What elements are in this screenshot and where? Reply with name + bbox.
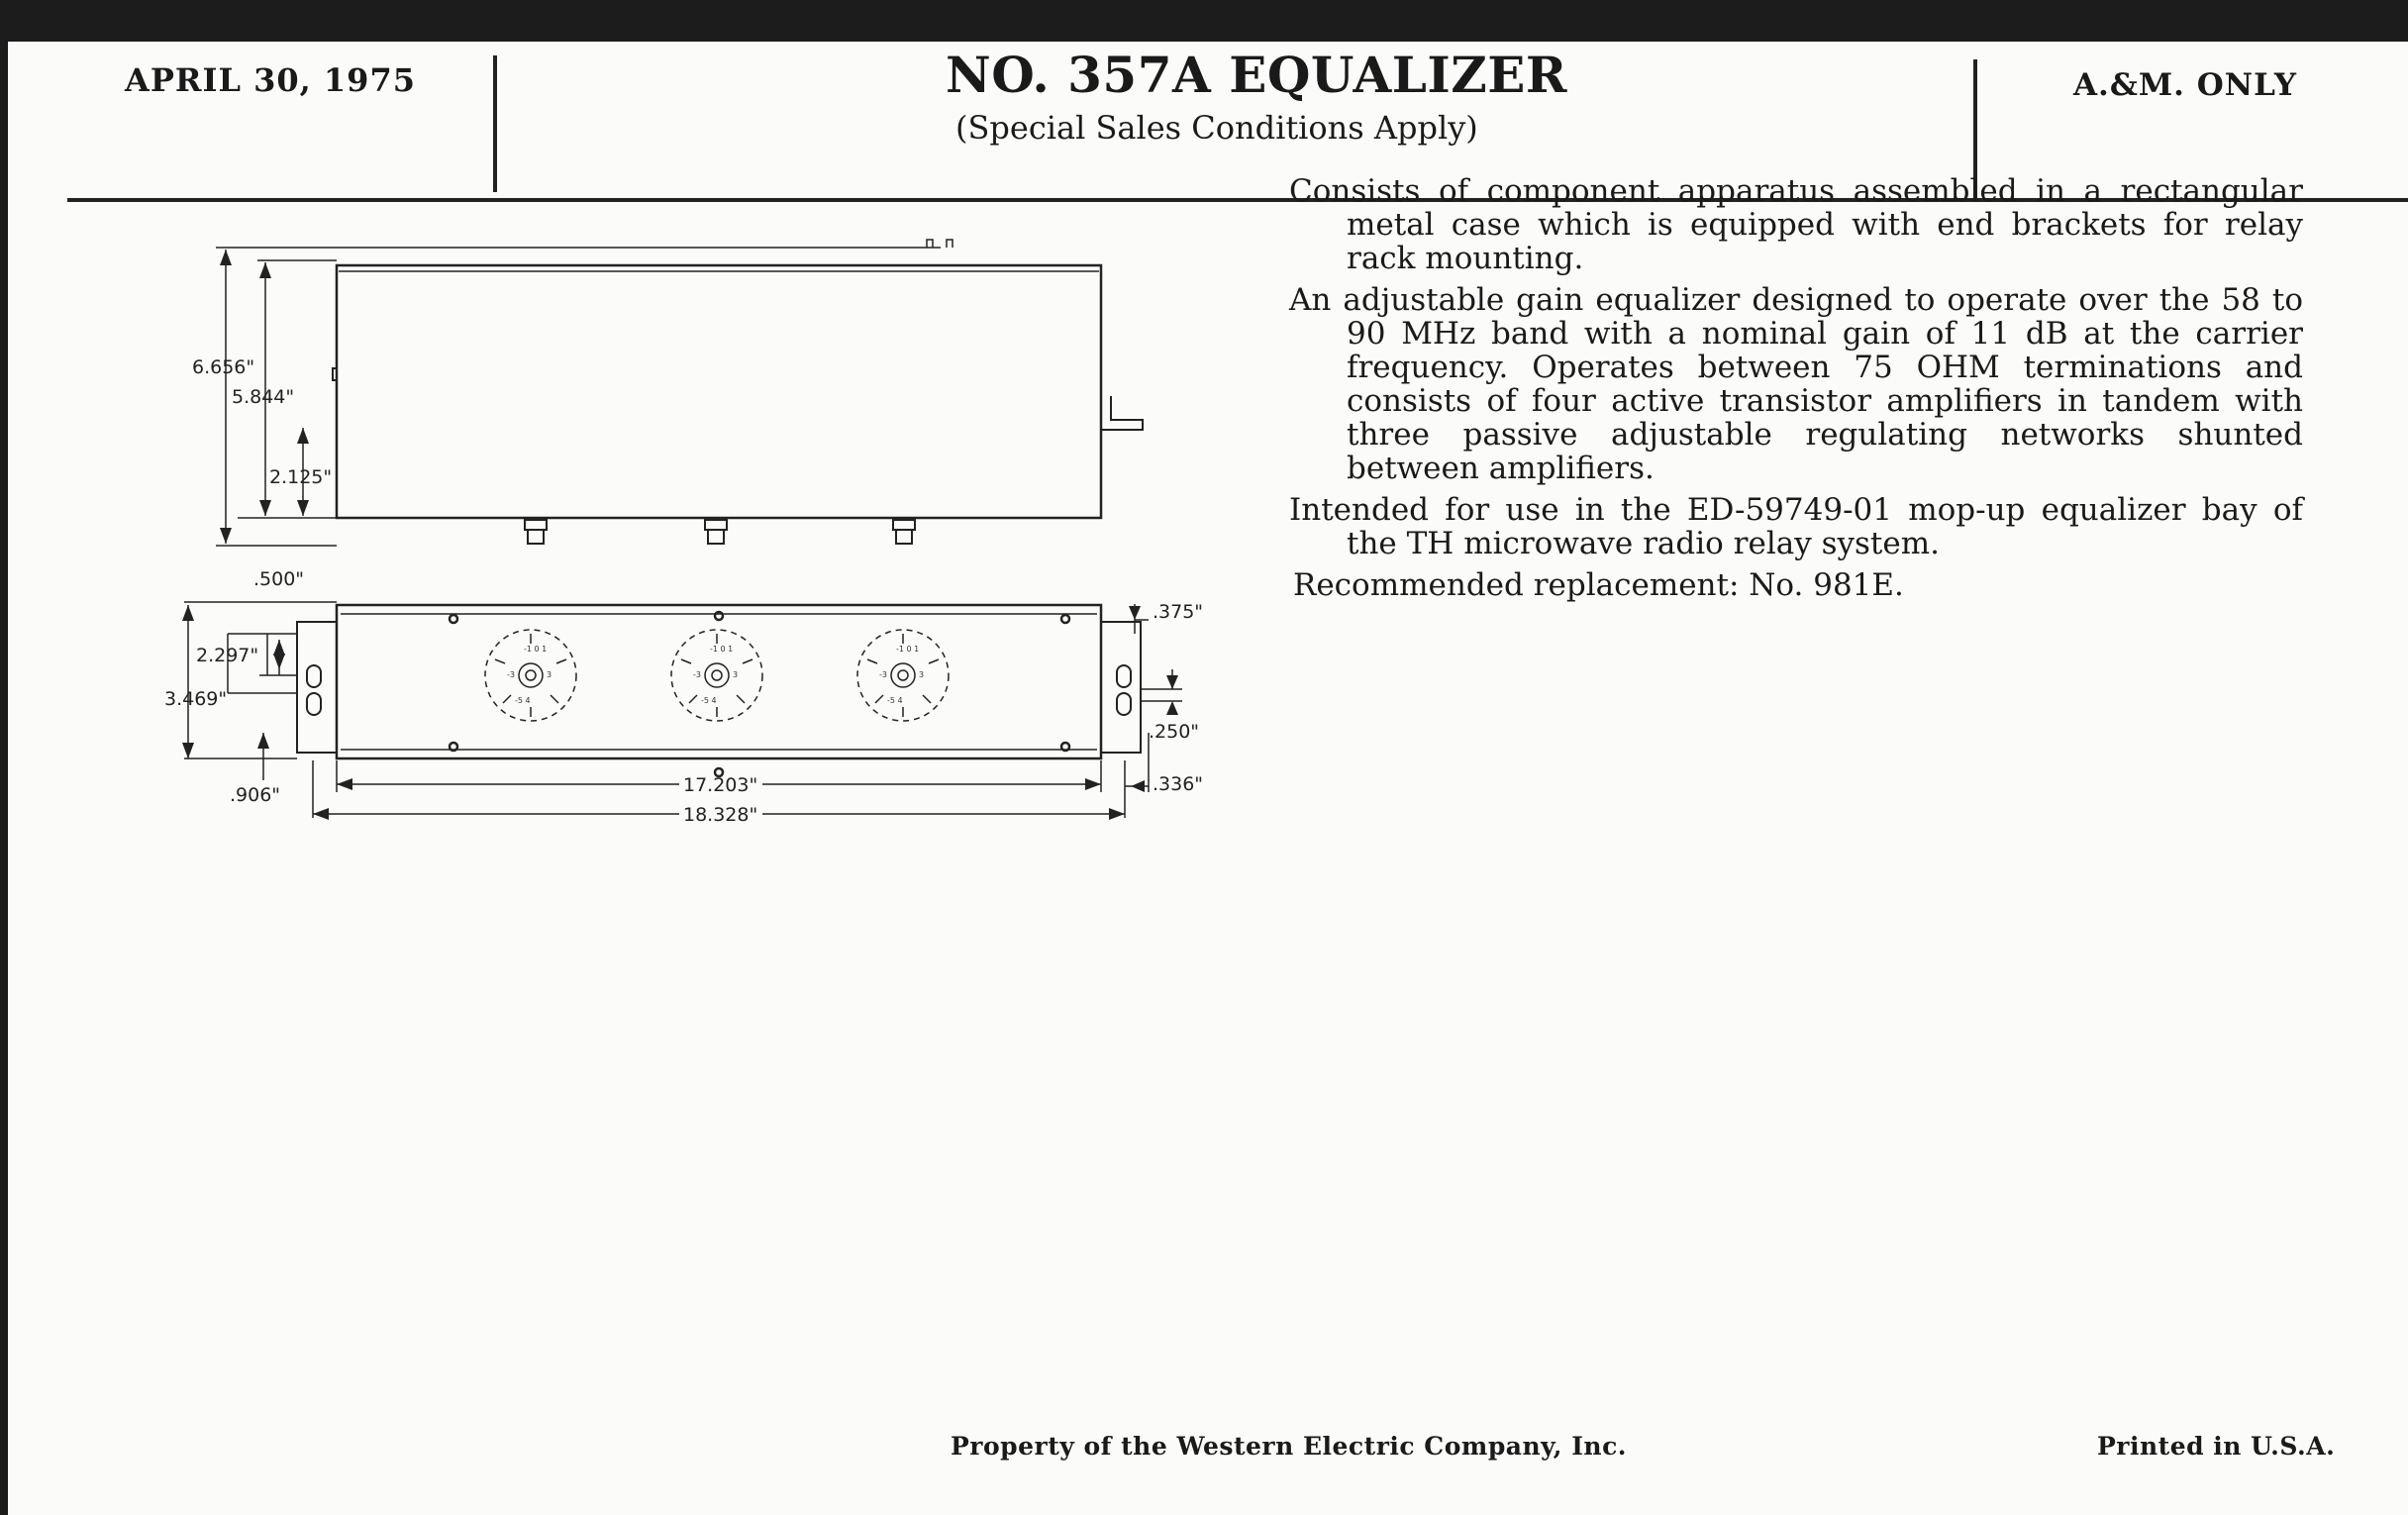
description-paragraph: Intended for use in the ED-59749-01 mop-up equalizer bay of the TH microwave radio relay system. bbox=[1289, 492, 2303, 561]
dim-height-overall: 6.656" bbox=[192, 356, 255, 378]
dim-bottom-offset: .906" bbox=[230, 784, 281, 806]
dim-slot-height: .250" bbox=[1149, 721, 1200, 743]
page-title: NO. 357A EQUALIZER bbox=[946, 46, 1567, 104]
dim-right-top: .375" bbox=[1153, 601, 1204, 623]
regulating-dial-3 bbox=[857, 630, 949, 721]
side-view-connectors bbox=[525, 520, 915, 544]
regulating-dial-2 bbox=[671, 630, 762, 721]
page-subtitle: (Special Sales Conditions Apply) bbox=[955, 109, 1478, 147]
front-view-panel bbox=[337, 605, 1101, 758]
svg-text:-3: -3 bbox=[507, 670, 515, 679]
svg-text:3: 3 bbox=[547, 670, 552, 679]
dim-height-case: 5.844" bbox=[232, 386, 295, 408]
dim-right-edge: .336" bbox=[1153, 773, 1204, 795]
svg-text:3: 3 bbox=[919, 670, 925, 679]
dim-slot-to-top: 2.297" bbox=[196, 645, 259, 666]
replacement-note: Recommended replacement: No. 981E. bbox=[1293, 567, 1904, 603]
svg-text:-1 0 1: -1 0 1 bbox=[896, 645, 920, 654]
dim-bracket-offset: 2.125" bbox=[269, 466, 333, 488]
svg-text:-5 4: -5 4 bbox=[701, 696, 717, 705]
description-paragraph: An adjustable gain equalizer designed to operate over the 58 to 90 MHz band with a nominal gain of 11 dB at the carrier frequency. Operates between 75 OHM terminations and consists of four active transistor amplifiers in tandem with three passive adjustable regulating networks shunted between amplifiers. bbox=[1289, 282, 2303, 486]
description-paragraph: Consists of component apparatus assembled in a rectangular metal case which is equipped with end brackets for relay rack mounting. bbox=[1289, 173, 2303, 276]
svg-text:-1 0 1: -1 0 1 bbox=[524, 645, 548, 654]
svg-text:-3: -3 bbox=[693, 670, 701, 679]
svg-text:-1 0 1: -1 0 1 bbox=[710, 645, 734, 654]
svg-text:-3: -3 bbox=[879, 670, 887, 679]
availability-note: A.&M. ONLY bbox=[2073, 67, 2298, 103]
ownership-notice: Property of the Western Electric Company, Inc. bbox=[951, 1432, 1628, 1461]
dial-scale-marks bbox=[507, 645, 924, 705]
svg-text:3: 3 bbox=[733, 670, 739, 679]
side-view-case bbox=[337, 265, 1101, 518]
svg-text:-5 4: -5 4 bbox=[887, 696, 903, 705]
dim-inner-width: 17.203" bbox=[683, 774, 758, 796]
regulating-dial-1 bbox=[485, 630, 576, 721]
dim-front-height: 3.469" bbox=[164, 688, 228, 710]
svg-text:-5 4: -5 4 bbox=[515, 696, 531, 705]
issue-date: APRIL 30, 1975 bbox=[125, 61, 416, 99]
dim-overall-width: 18.328" bbox=[683, 804, 758, 826]
dim-top-offset: .500" bbox=[253, 568, 305, 590]
print-origin: Printed in U.S.A. bbox=[2097, 1432, 2336, 1461]
